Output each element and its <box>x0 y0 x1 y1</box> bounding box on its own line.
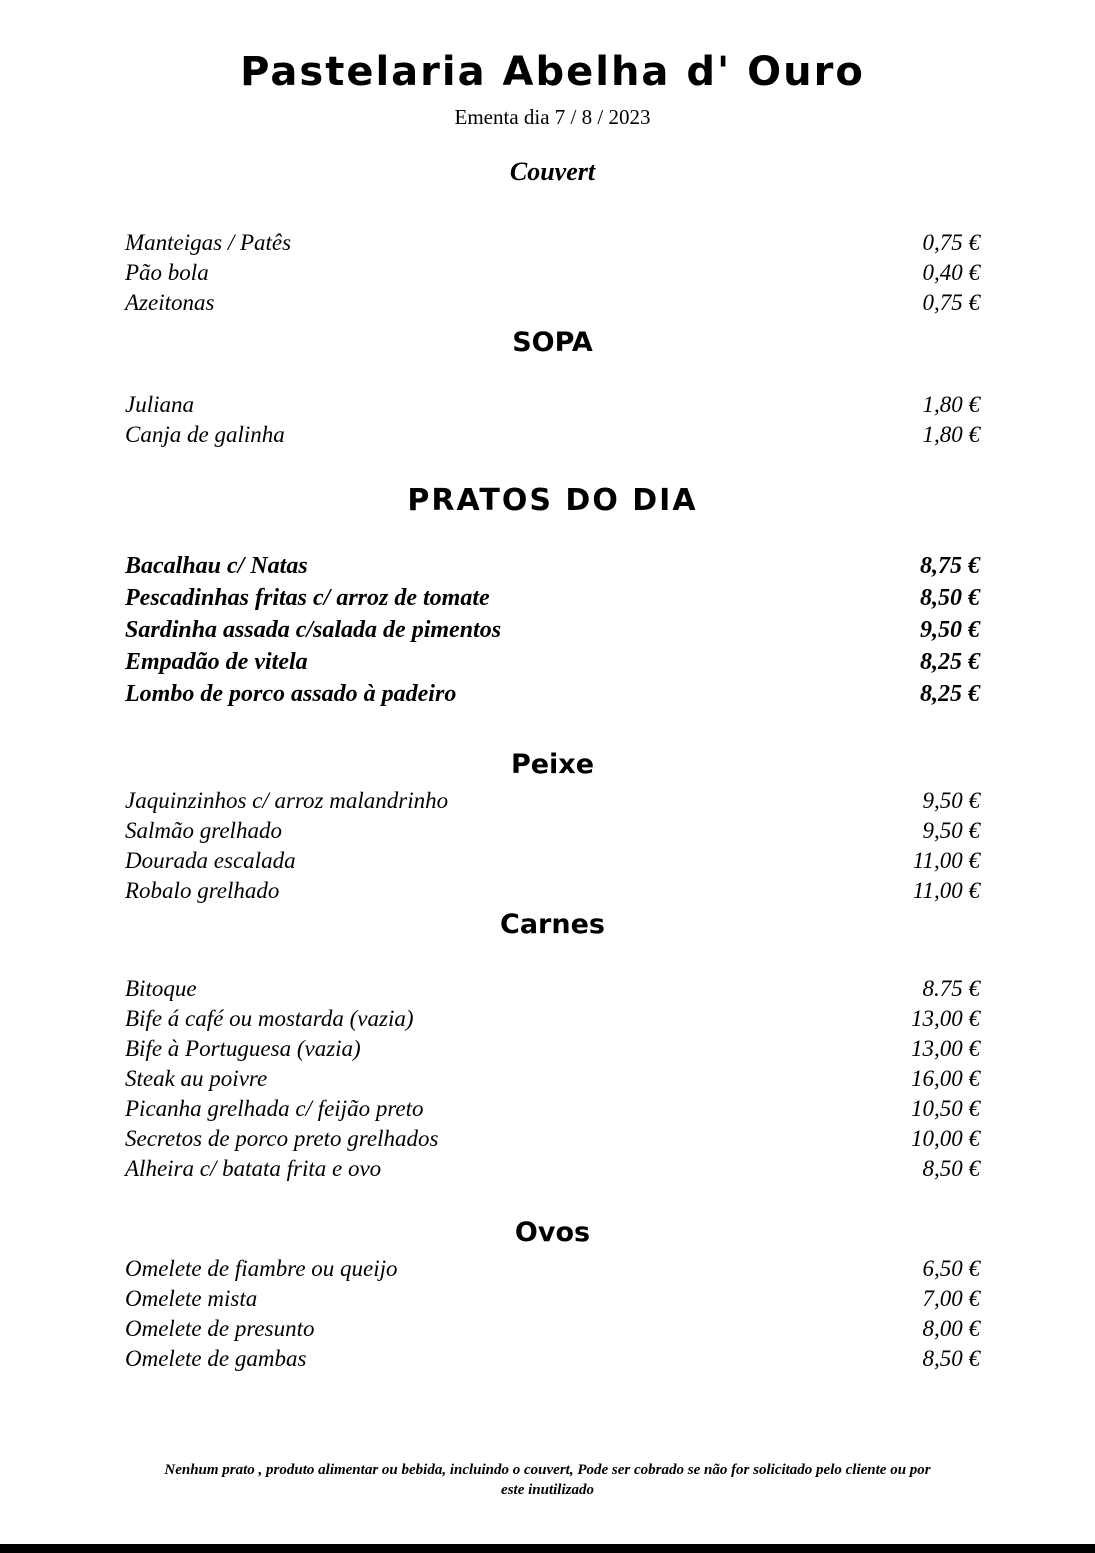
menu-item-row <box>125 1254 980 1284</box>
footer-note-line2: este inutilizado <box>501 1482 594 1498</box>
item-price: 1,80 € <box>922 392 980 417</box>
menu-item-row <box>125 1034 980 1064</box>
item-price: 1,80 € <box>922 422 980 447</box>
menu-item-row <box>125 1344 980 1374</box>
section-pratos-do-dia <box>125 482 980 710</box>
item-name: Azeitonas <box>125 290 215 315</box>
menu-item-row <box>125 1124 980 1154</box>
item-price: 8,50 € <box>920 585 980 611</box>
item-price: 8,50 € <box>922 1156 980 1181</box>
item-name: Jaquinzinhos c/ arroz malandrinho <box>125 788 449 813</box>
item-price: 0,75 € <box>922 230 980 255</box>
item-name: Omelete de fiambre ou queijo <box>125 1256 398 1281</box>
item-name: Dourada escalada <box>125 848 296 873</box>
item-name: Bife á café ou mostarda (vazia) <box>125 1006 414 1031</box>
item-name: Omelete mista <box>125 1286 258 1311</box>
item-price: 11,00 € <box>912 878 980 903</box>
item-price: 11,00 € <box>912 848 980 873</box>
item-name: Bife à Portuguesa (vazia) <box>125 1036 361 1061</box>
menu-item-row <box>125 846 980 876</box>
menu-item-row <box>125 678 980 710</box>
menu-date: Ementa dia 7 / 8 / 2023 <box>454 105 651 129</box>
section-peixe <box>125 748 980 906</box>
item-price: 6,50 € <box>922 1256 980 1281</box>
menu-item-row <box>125 614 980 646</box>
section-heading-ovos: Ovos <box>514 1217 591 1248</box>
menu-item-row <box>125 786 980 816</box>
menu-item-row <box>125 582 980 614</box>
menu-item-row <box>125 1154 980 1184</box>
item-name: Secretos de porco preto grelhados <box>125 1126 439 1151</box>
item-price: 13,00 € <box>911 1036 980 1061</box>
menu-item-row <box>125 1094 980 1124</box>
footer-note-line1: Nenhum prato , produto alimentar ou bebida, incluindo o couvert, Pode ser cobrado se não for solicitado pelo cliente ou por <box>164 1462 931 1478</box>
section-heading-couvert: Couvert <box>509 157 596 186</box>
item-price: 10,00 € <box>911 1126 980 1151</box>
section-items <box>125 228 980 318</box>
section-items <box>125 1254 980 1374</box>
item-name: Steak au poivre <box>125 1066 268 1091</box>
item-price: 8,50 € <box>922 1346 980 1371</box>
menu-item-row <box>125 258 980 288</box>
item-name: Omelete de gambas <box>125 1346 307 1371</box>
section-heading-sopa: SOPA <box>512 327 593 358</box>
section-items <box>125 974 980 1184</box>
menu-item-row <box>125 228 980 258</box>
item-name: Pescadinhas fritas c/ arroz de tomate <box>125 585 490 611</box>
menu-item-row <box>125 974 980 1004</box>
section-heading-carnes: Carnes <box>500 909 605 940</box>
section-couvert <box>125 156 980 318</box>
menu-item-row <box>125 1284 980 1314</box>
menu-item-row <box>125 1004 980 1034</box>
item-price: 9,50 € <box>922 788 980 813</box>
item-price: 8.75 € <box>922 976 980 1001</box>
item-price: 8,25 € <box>920 649 980 675</box>
item-price: 16,00 € <box>911 1066 980 1091</box>
item-price: 9,50 € <box>922 818 980 843</box>
section-sopa <box>125 326 980 450</box>
item-name: Canja de galinha <box>125 422 285 447</box>
section-carnes <box>125 908 980 1184</box>
item-price: 10,50 € <box>911 1096 980 1121</box>
item-price: 9,50 € <box>920 617 980 643</box>
item-name: Picanha grelhada c/ feijão preto <box>125 1096 424 1121</box>
menu-item-row <box>125 646 980 678</box>
menu-item-row <box>125 390 980 420</box>
item-price: 0,40 € <box>922 260 980 285</box>
section-items <box>125 786 980 906</box>
menu-item-row <box>125 550 980 582</box>
item-name: Lombo de porco assado à padeiro <box>125 681 457 707</box>
section-heading-peixe: Peixe <box>510 749 595 780</box>
item-name: Bitoque <box>125 976 197 1001</box>
item-name: Bacalhau c/ Natas <box>125 553 308 579</box>
section-items <box>125 550 980 710</box>
section-ovos <box>125 1216 980 1374</box>
menu-item-row <box>125 1064 980 1094</box>
menu-item-row <box>125 420 980 450</box>
item-name: Manteigas / Patês <box>125 230 292 255</box>
item-price: 7,00 € <box>922 1286 980 1311</box>
footer-note <box>0 1460 1095 1500</box>
section-heading-pratos-do-dia: PRATOS DO DIA <box>407 483 698 518</box>
menu-item-row <box>125 816 980 846</box>
item-name: Robalo grelhado <box>125 878 280 903</box>
menu-item-row <box>125 876 980 906</box>
item-name: Juliana <box>125 392 194 417</box>
item-name: Empadão de vitela <box>125 649 308 675</box>
item-price: 13,00 € <box>911 1006 980 1031</box>
item-name: Pão bola <box>125 260 209 285</box>
item-price: 0,75 € <box>922 290 980 315</box>
menu-item-row <box>125 288 980 318</box>
item-price: 8,75 € <box>920 553 980 579</box>
item-name: Sardinha assada c/salada de pimentos <box>125 617 502 643</box>
section-items <box>125 390 980 450</box>
item-price: 8,00 € <box>922 1316 980 1341</box>
item-name: Salmão grelhado <box>125 818 282 843</box>
menu-item-row <box>125 1314 980 1344</box>
item-price: 8,25 € <box>920 681 980 707</box>
item-name: Omelete de presunto <box>125 1316 315 1341</box>
item-name: Alheira c/ batata frita e ovo <box>125 1156 382 1181</box>
menu-title: Pastelaria Abelha d' Ouro <box>240 49 865 95</box>
bottom-edge-bar <box>0 1544 1095 1553</box>
